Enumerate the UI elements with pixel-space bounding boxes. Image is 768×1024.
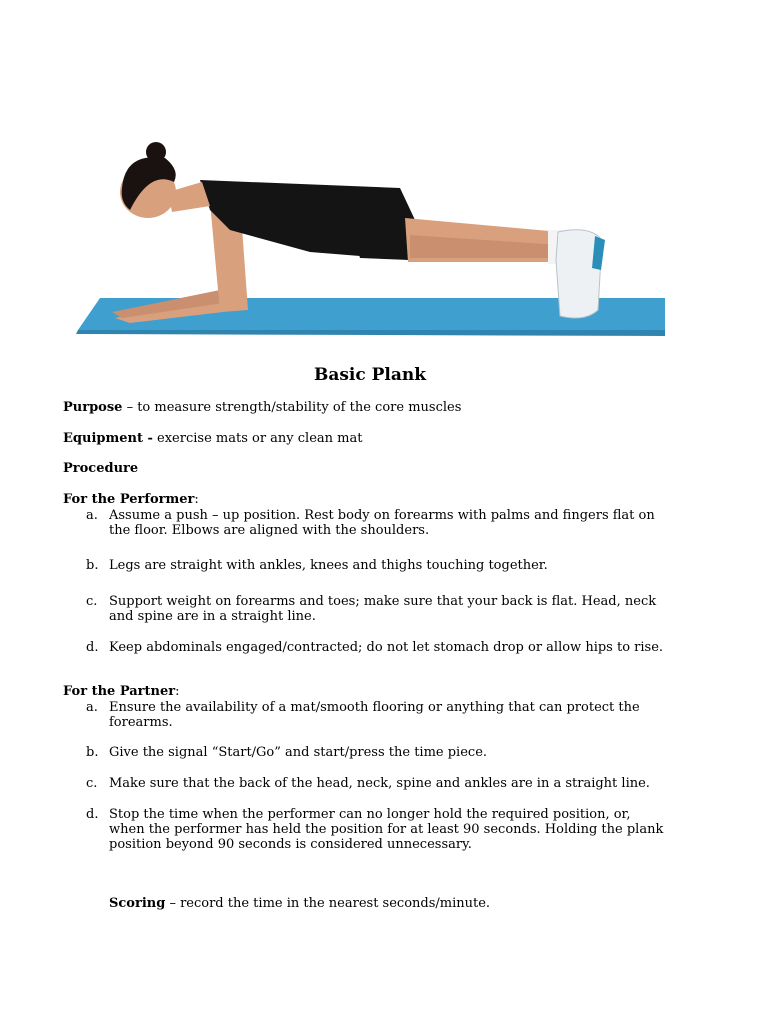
scoring-text: – record the time in the nearest seconds/minute.	[165, 896, 491, 911]
plank-figure-image	[70, 140, 680, 350]
procedure-heading: Procedure	[63, 461, 139, 476]
purpose-line	[63, 400, 461, 415]
equipment-label: Equipment -	[63, 431, 153, 446]
purpose-label: Purpose	[63, 400, 123, 415]
equipment-line	[63, 431, 362, 446]
performer-heading: For the Performer	[63, 492, 195, 507]
equipment-text: exercise mats or any clean mat	[152, 431, 363, 446]
performer-heading-line: For the Performer:	[63, 492, 199, 507]
page-title: Basic Plank	[313, 365, 427, 385]
partner-heading: For the Partner	[63, 684, 176, 699]
partner-heading-line: For the Partner:	[63, 684, 180, 699]
plank-illustration	[70, 140, 680, 350]
scoring-line	[109, 896, 490, 911]
purpose-text: – to measure strength/stability of the core muscles	[122, 400, 462, 415]
scoring-label: Scoring	[109, 896, 166, 911]
